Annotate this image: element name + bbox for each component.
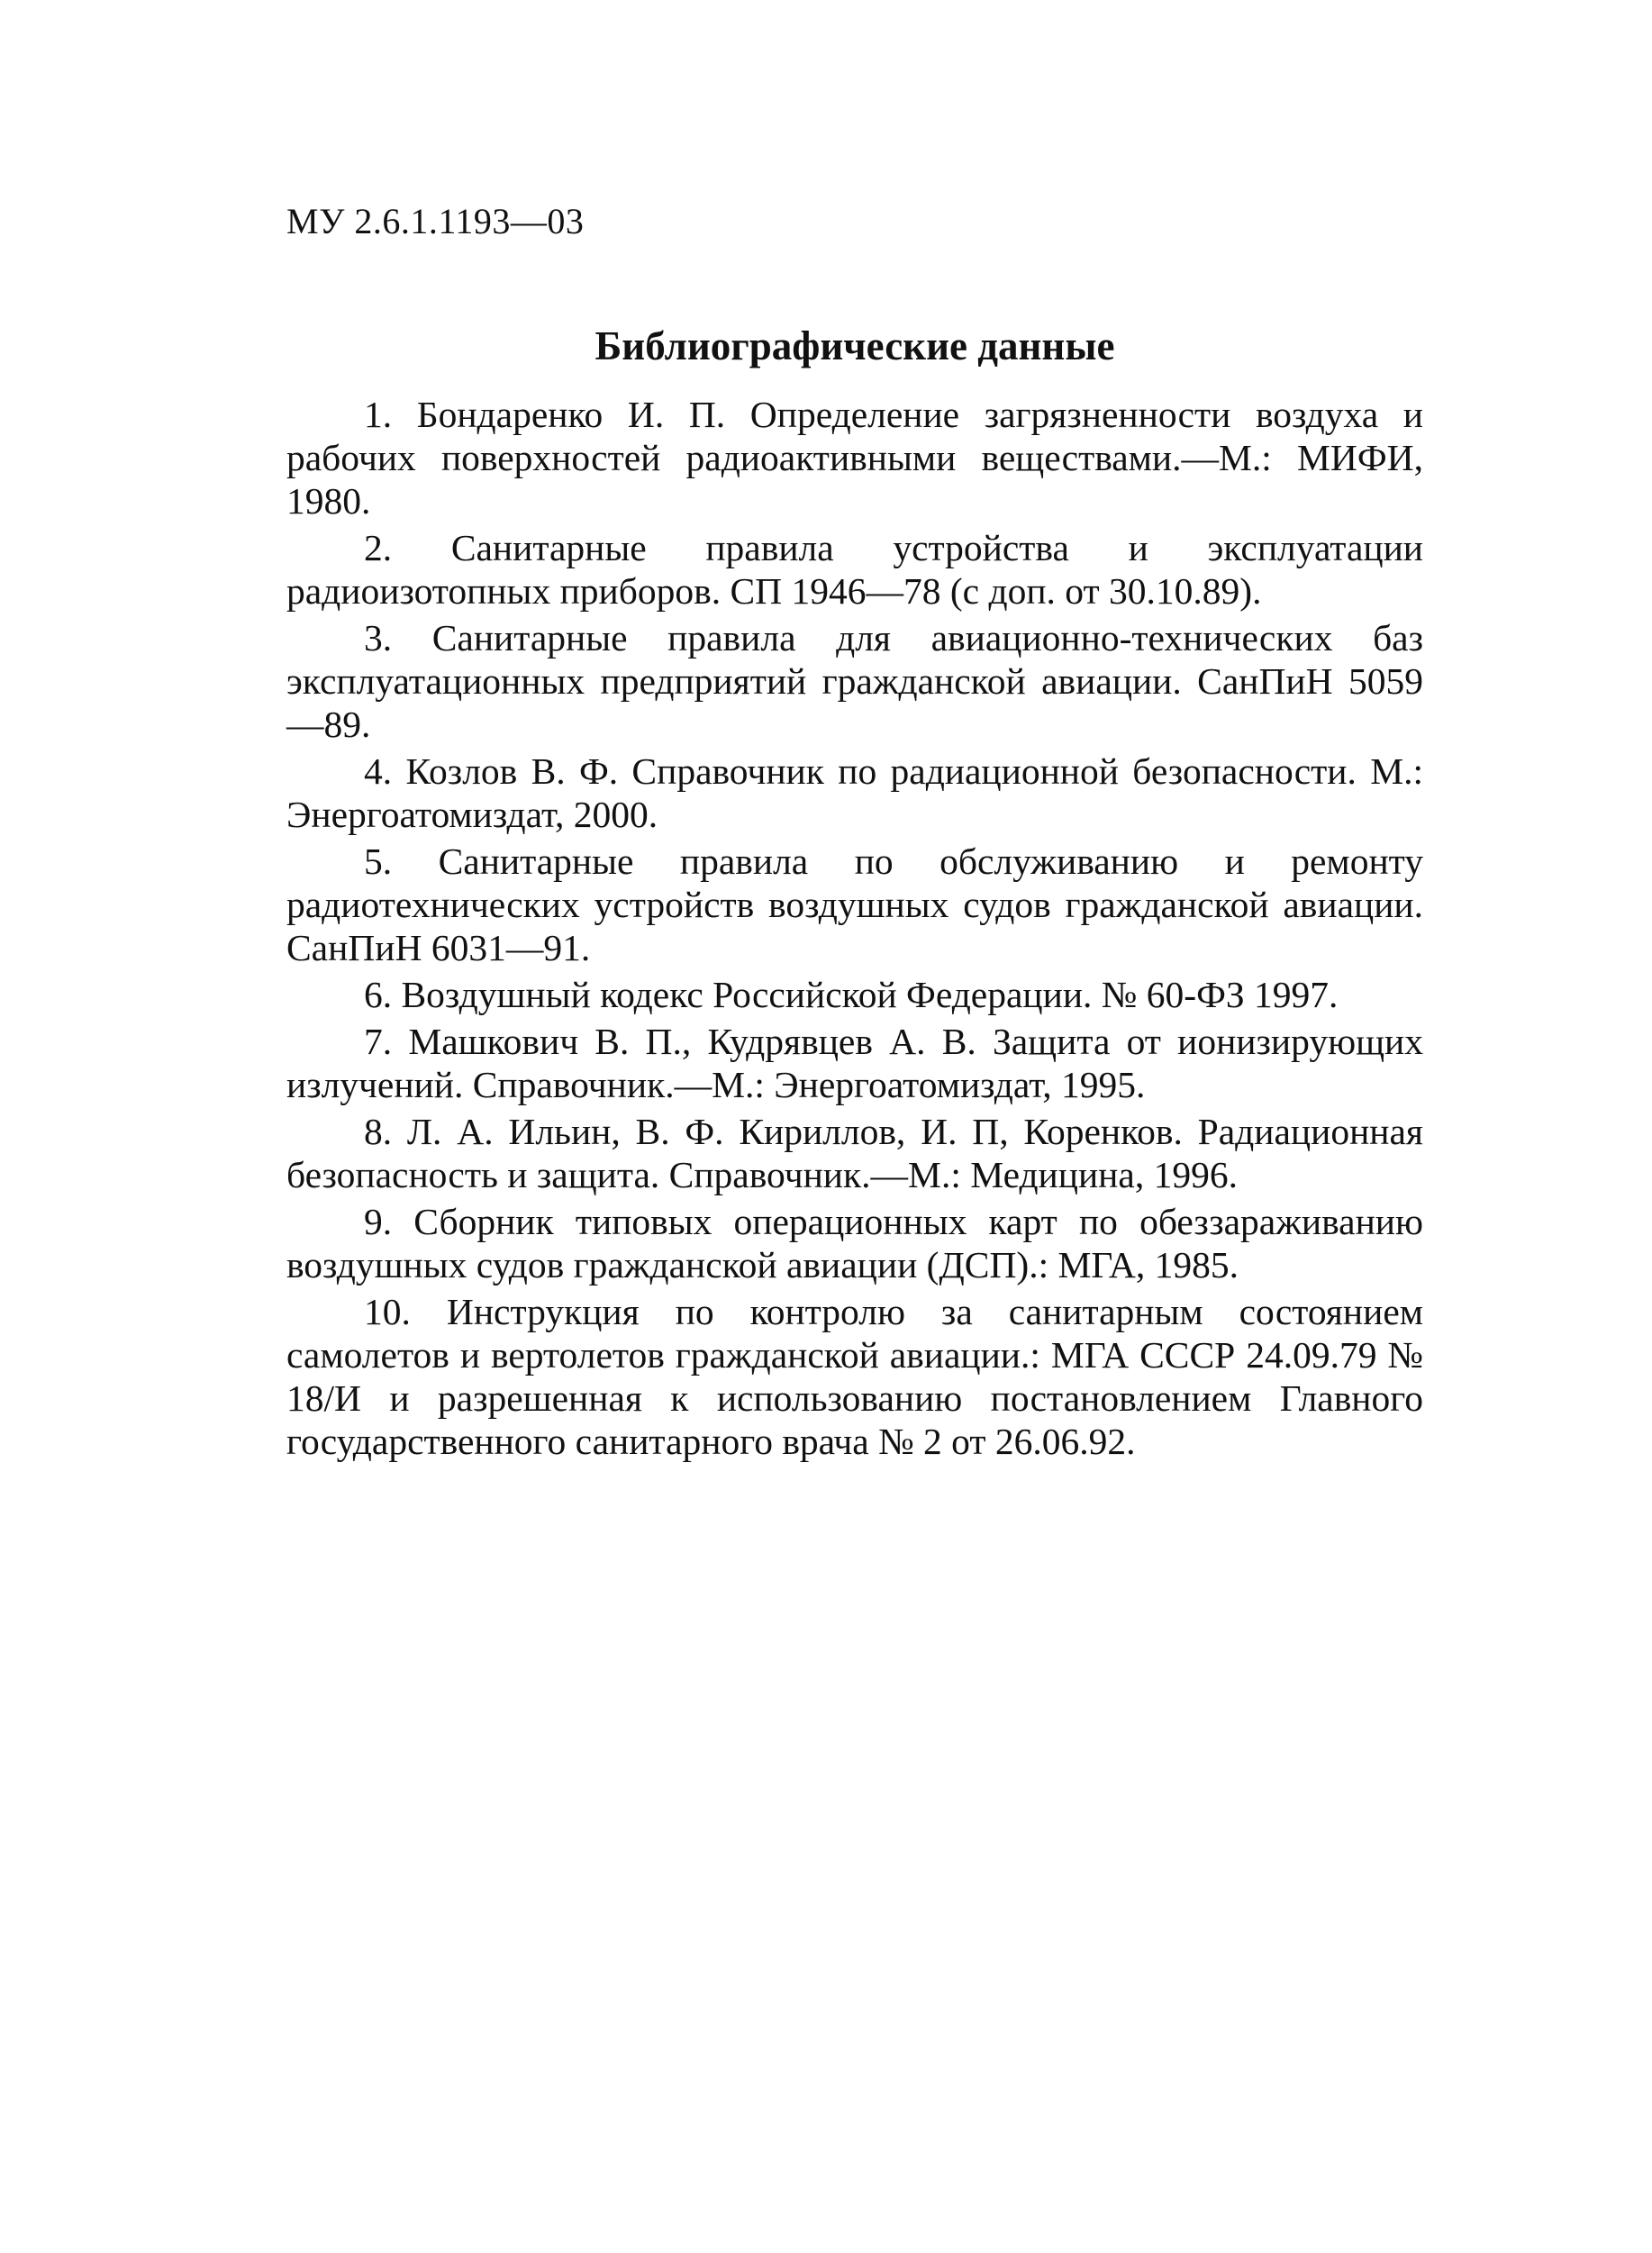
section-title: Библиографические данные xyxy=(595,323,1115,368)
reference-item: 4. Козлов В. Ф. Справочник по радиационной безопасности. М.: Энергоатомиздат, 2000. xyxy=(286,750,1423,835)
reference-item: 1. Бондаренко И. П. Определение загрязненности воздуха и рабочих поверхностей радиоактивными веществами.—М.: МИФИ, 1980. xyxy=(286,394,1423,522)
document-code: МУ 2.6.1.1193—03 xyxy=(286,201,585,241)
reference-item: 7. Машкович В. П., Кудрявцев А. В. Защита от ионизирующих излучений. Справочник.—М.: Энергоатомиздат, 1995. xyxy=(286,1021,1423,1105)
reference-item: 3. Санитарные правила для авиационно-технических баз эксплуатационных предприятий гражданской авиации. СанПиН 5059—89. xyxy=(286,617,1423,745)
reference-item: 6. Воздушный кодекс Российской Федерации. № 60-ФЗ 1997. xyxy=(364,974,1339,1015)
reference-item: 8. Л. А. Ильин, В. Ф. Кириллов, И. П, Коренков. Радиационная безопасность и защита. Справочник.—М.: Медицина, 1996. xyxy=(286,1111,1423,1195)
reference-item: 5. Санитарные правила по обслуживанию и ремонту радиотехнических устройств воздушных судов гражданской авиации. СанПиН 6031—91. xyxy=(286,840,1423,968)
reference-item: 10. Инструкция по контролю за санитарным состоянием самолетов и вертолетов гражданской авиации.: МГА СССР 24.09.79 № 18/И и разрешенная к использованию постановлением Главного государственного санитарного врача № 2 от 26.06.92. xyxy=(286,1291,1423,1462)
reference-item: 9. Сборник типовых операционных карт по обеззараживанию воздушных судов гражданской авиации (ДСП).: МГА, 1985. xyxy=(286,1201,1423,1285)
reference-list xyxy=(286,393,1423,1467)
reference-item: 2. Санитарные правила устройства и эксплуатации радиоизотопных приборов. СП 1946—78 (с доп. от 30.10.89). xyxy=(286,527,1423,612)
